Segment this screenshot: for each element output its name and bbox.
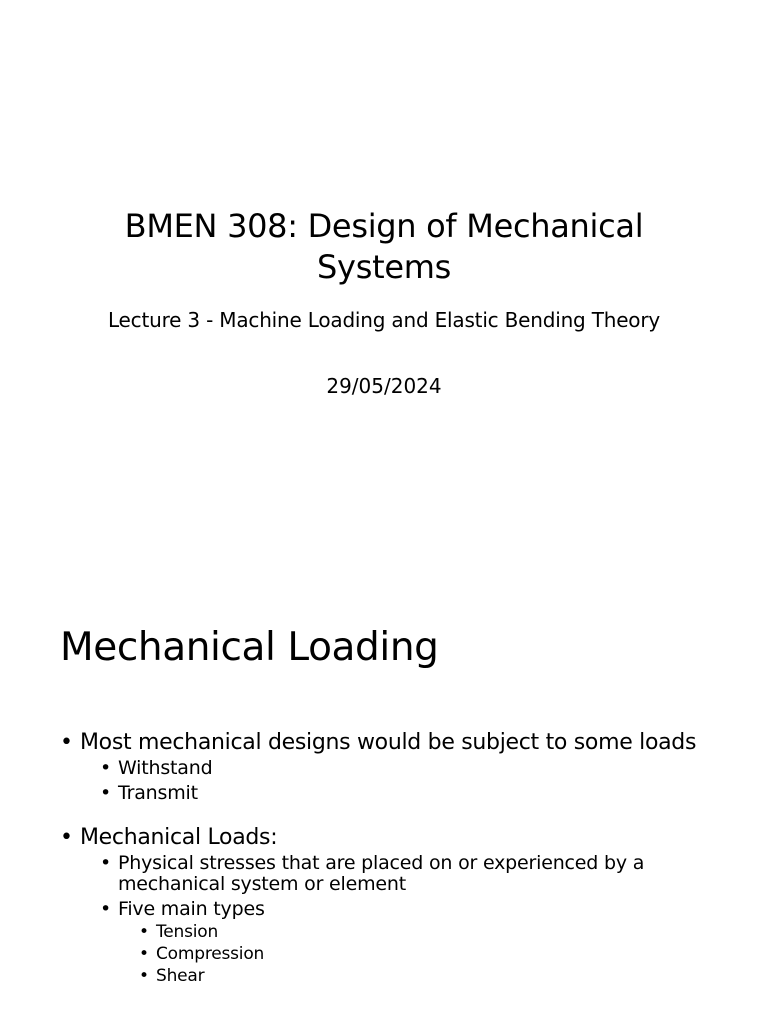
content-slide-mechanical-loading [0,588,768,1024]
load-type-item: • Compression [80,944,700,964]
bullet-text: Most mechanical designs would be subject to some loads [80,730,697,755]
sub-sub-bullet-list [118,922,700,986]
load-type-item: • Tension [80,922,700,942]
sub-bullet-item: • Transmit [80,783,700,804]
sub-bullet-list [80,758,700,804]
load-type-item: • Shear [80,966,700,986]
bullet-list [60,731,700,986]
bullet-text: Mechanical Loads: [80,825,278,850]
lecture-course-title: BMEN 308: Design of Mechanical Systems [124,207,644,286]
bullet-item [60,731,700,804]
sub-bullet-item: • Physical stresses that are placed on or experienced by a mechanical system or element [80,853,700,895]
slide-title: Mechanical Loading [60,625,439,670]
bullet-item [60,826,700,986]
sub-bullet-list [80,853,700,986]
lecture-subtitle: Lecture 3 - Machine Loading and Elastic Bending Theory [107,308,661,332]
lecture-date: 29/05/2024 [326,374,442,398]
sub-bullet-item: • Withstand [80,758,700,779]
sub-bullet-text: Five main types [118,898,265,920]
sub-bullet-item [80,899,700,986]
